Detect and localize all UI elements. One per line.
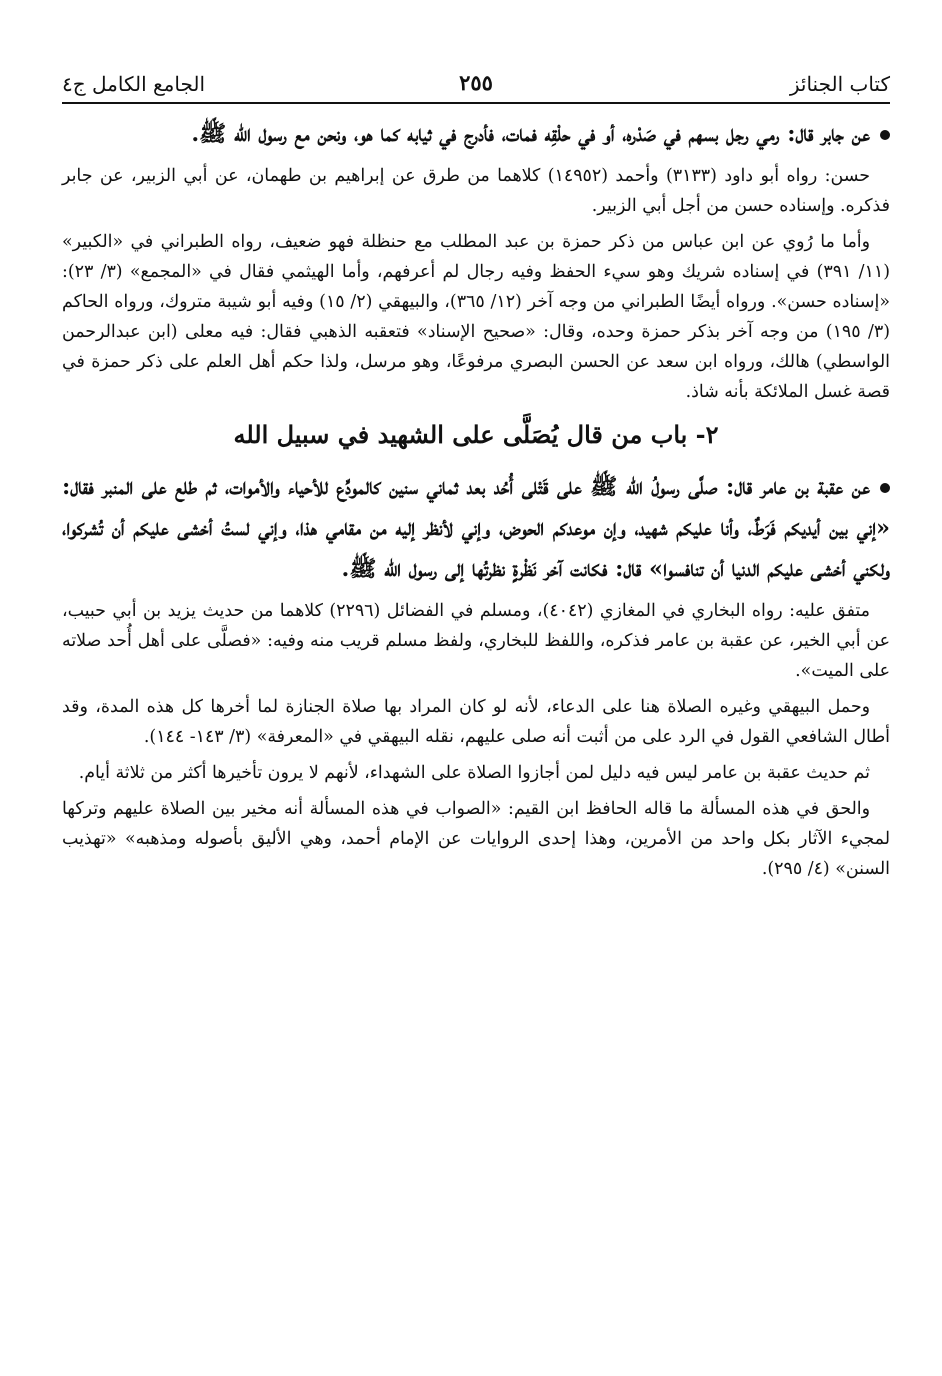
hadith-2-text: عن عقبة بن عامر قال: صلَّى رسولُ الله ﷺ على قَتْلى أُحُد بعد ثماني سنين كالمودِّع للأحياء والأموات، ثم طلع على المنبر فقال: «إني بين أيديكم فَرَطٌ، وأنا عليكم شهيد، وإن موعدكم الحوض، وإني لأنظر إليه من مقامي هذا، وإني لستُ أخشى عليكم أن تُشركوا، ولكني أخشى عليكم الدنيا أن تنافسوا» قال: فكانت آخر نَظْرةٍ نظرتُها إلى رسول الله ﷺ.	[62, 474, 890, 582]
hadith-1	[62, 114, 890, 155]
running-head-series-title: الجامع الكامل ج٤	[62, 72, 206, 96]
hadith-2-commentary-ibn-qayyim: والحق في هذه المسألة ما قاله الحافظ ابن القيم: «الصواب في هذه المسألة أنه مخير بين الصلاة عليهم وتركها لمجيء الآثار بكل واحد من الأمرين، وهذا إحدى الروايات عن الإمام أحمد، وهي الأليق بأصوله ومذهبه» «تهذيب السنن» (٤/ ٢٩٥).	[62, 799, 890, 879]
hadith-2-grading-note: متفق عليه: رواه البخاري في المغازي (٤٠٤٢)، ومسلم في الفضائل (٢٢٩٦) كلاهما من حديث يزيد بن أبي حبيب، عن أبي الخير، عن عقبة بن عامر فذكره، واللفظ للبخاري، ولفظ مسلم قريب منه وفيه: «فصلَّى على أهل أُحد صلاته على الميت».	[62, 601, 890, 681]
hadith-2-commentary-bayhaqi: وحمل البيهقي وغيره الصلاة هنا على الدعاء، لأنه لو كان المراد بها صلاة الجنازة لما أخرها كل هذه المدة، وقد أطال الشافعي القول في الرد على من أثبت أنه صلى عليهم، نقله البيهقي في «المعرفة» (٣/ ١٤٣- ١٤٤).	[62, 697, 890, 747]
hadith-2	[62, 467, 890, 590]
page-header	[62, 58, 890, 102]
hadith-1-commentary: وأما ما رُوي عن ابن عباس من ذكر حمزة بن عبد المطلب مع حنظلة فهو ضعيف، رواه الطبراني في «الكبير» (١١/ ٣٩١) في إسناده شريك وهو سيء الحفظ وفيه رجال لم أعرفهم، وأما الهيثمي فقال في «المجمع» (٣/ ٢٣): «إسناده حسن». ورواه أيضًا الطبراني من وجه آخر (١٢/ ٣٦٥)، والبيهقي (٢/ ١٥) وفيه أبو شيبة متروك، ورواه الحاكم (٣/ ١٩٥) من وجه آخر بذكر حمزة وحده، وقال: «صحيح الإسناد» فتعقبه الذهبي فقال: فيه معلى (ابن عبدالرحمن الواسطي) هالك، ورواه ابن سعد عن الحسن البصري مرفوعًا، وهو مرسل، ولذا حكم أهل العلم على ذكر حمزة في قصة غسل الملائكة بأنه شاذ.	[62, 232, 891, 402]
hadith-1-text: عن جابر قال: رمي رجل بسهم في صَدْره، أو في حلْقِه فمات، فأدرج في ثيابه كما هو، ونحن مع رسول الله ﷺ.	[191, 121, 870, 147]
chapter-heading: ٢- باب من قال يُصَلَّى على الشهيد في سبيل الله	[233, 420, 719, 449]
page-number: ٢٥٥	[459, 70, 493, 95]
bullet-icon	[880, 483, 890, 493]
book-page	[62, 58, 890, 890]
header-rule	[62, 102, 890, 104]
running-head-book-title: كتاب الجنائز	[789, 72, 890, 96]
hadith-1-grading-note: حسن: رواه أبو داود (٣١٣٣) وأحمد (١٤٩٥٢) كلاهما من طرق عن إبراهيم بن طهمان، عن أبي الزبير، عن جابر فذكره. وإسناده حسن من أجل أبي الزبير.	[62, 166, 890, 216]
hadith-2-commentary-evidence: ثم حديث عقبة بن عامر ليس فيه دليل لمن أجازوا الصلاة على الشهداء، لأنهم لا يرون تأخيرها أكثر من ثلاثة أيام.	[78, 763, 870, 783]
bullet-icon	[880, 130, 890, 140]
